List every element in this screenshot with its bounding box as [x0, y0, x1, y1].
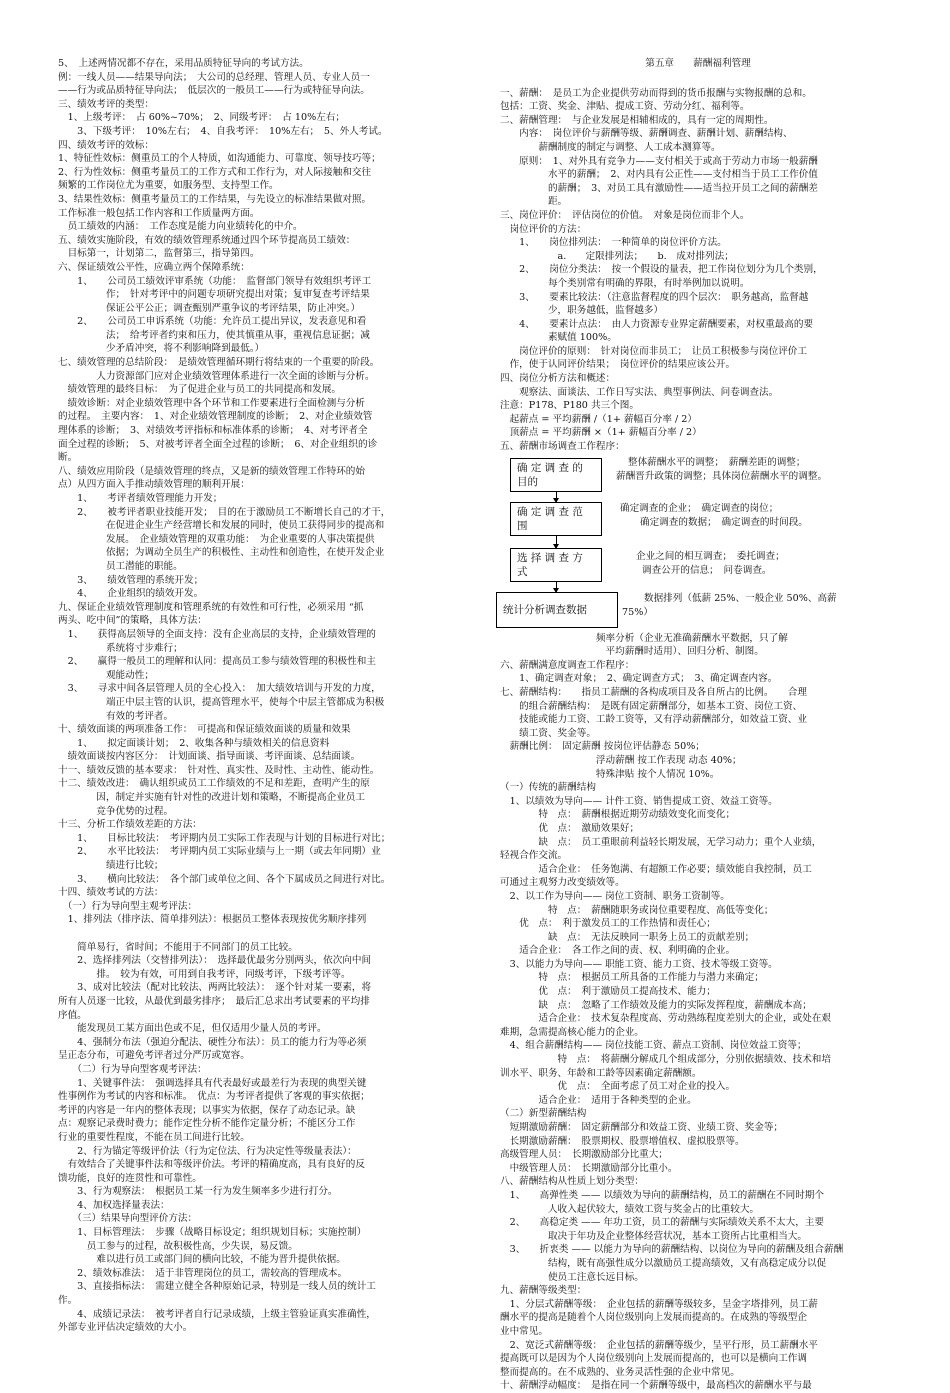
text-line: （二）新型薪酬结构	[500, 1108, 587, 1120]
flow-note: 薪酬晋升政策的调整；具体岗位薪酬水平的调整。	[616, 470, 828, 482]
text-line: 频率分析（企业无准确薪酬水平数据，只了解	[500, 632, 788, 644]
text-line: 3、 寻求中间各层管理人员的全心投入： 加大绩效培训与开发的力度，	[58, 683, 381, 695]
text-line: 所有人员逐一比较，从最优到最劣排序； 最后汇总求出考试要素的平均排	[58, 995, 370, 1007]
text-line: 工作标准一般包括工作内容和工作质量两方面。	[58, 207, 260, 219]
text-line: 1、 获得高层领导的全面支持：没有企业高层的支持，企业绩效管理的	[58, 628, 376, 640]
text-line: 外部专业评估决定绩效的大小。	[58, 1322, 193, 1334]
text-line: 五、绩效实施阶段，有效的绩效管理系统通过四个环节提高员工绩效：	[58, 234, 356, 246]
text-line: 特 点： 将薪酬分解成几个组成部分，分别依据绩效、技术和培	[500, 1054, 831, 1066]
text-line: 岗位评价的原则： 针对岗位而非员工； 让员工积极参与岗位评价工	[500, 345, 807, 357]
text-line: 3、行为观察法： 根据员工某一行为发生频率多少进行打分。	[58, 1186, 338, 1198]
text-line: 使员工注意长远目标。	[500, 1271, 644, 1283]
text-line: 薪酬制度的制定与调整、人工成本测算等。	[500, 141, 721, 153]
text-line: 3、成对比较法（配对比较法、两两比较法）： 逐个针对某一要素，将	[58, 982, 372, 994]
text-line: 整而提高的。在不成熟的、业务灵活性强的企业中常见。	[500, 1366, 740, 1378]
text-line: 四、岗位分析方法和概述：	[500, 373, 616, 385]
flow-note: 确定调查的企业； 确定调查的岗位；	[620, 502, 779, 514]
text-line: 可通过主观努力改变绩效等。	[500, 877, 625, 889]
text-line: 酬水平的提高是随着个人岗位级别向上发展而提高的。在成熟的等级型企	[500, 1312, 807, 1324]
text-line: 断。	[58, 452, 78, 464]
text-line: 业中常见。	[500, 1325, 548, 1337]
survey-flowchart	[500, 454, 896, 618]
flow-note: 调查公开的信息； 问卷调查。	[642, 564, 772, 576]
text-line: 作； 针对考评中的问题专项研究提出对策；复审复查考评结果	[58, 289, 370, 301]
text-line: 难期，急需提高核心能力的企业。	[500, 1026, 644, 1038]
text-line: 2、 水平比较法： 考评期内员工实际业绩与上一期（或去年同期）业	[58, 846, 381, 858]
flow-arrow-icon	[556, 582, 557, 592]
text-line: 特 点： 薪酬根据近期劳动绩效变化而变化；	[500, 809, 736, 821]
text-line: 1、排列法（排序法、简单排列法）：根据员工整体表现按优劣顺序排列	[58, 914, 367, 926]
text-line: 性事例作为考试的内容和标准。 优点：为考评者提供了客观的事实依据；	[58, 1091, 370, 1103]
text-line: 三、岗位评价： 评估岗位的价值。 对象是岗位而非个人。	[500, 209, 750, 221]
text-line: 点：观察记录费时费力；能作定性分析不能作定量分析；不能区分工作	[58, 1118, 356, 1130]
text-line: 三、绩效考评的类型：	[58, 98, 154, 110]
text-line: 1、 考评者绩效管理能力开发；	[58, 493, 223, 504]
text-line: 2、以工作为导向—— 岗位工资制、职务工资制等。	[500, 890, 730, 902]
text-line: 1、特征性效标：侧重员工的个人特质，如沟通能力、可靠度、领导技巧等；	[58, 153, 381, 165]
text-line: 十一、绩效反馈的基本要求： 针对性、真实性、及时性、主动性、能动性。	[58, 764, 380, 776]
text-line: 4、成绩记录法： 被考评者自行记录成绩，上级主管验证真实准确性，	[58, 1308, 376, 1320]
text-line: 包括：工资、奖金、津贴、提成工资、劳动分红、福利等。	[500, 101, 750, 113]
text-line: 3、 折衷类 —— 以能力为导向的薪酬结构、以岗位为导向的薪酬及组合薪酬	[500, 1244, 844, 1256]
flow-note: 确定调查的数据； 确定调查的时间段。	[640, 516, 808, 528]
text-line: 作。	[58, 1295, 78, 1307]
text-line: 结构，既有高强性成分以激励员工提高绩效，又有高稳定成分以促	[500, 1257, 827, 1269]
flow-arrow-icon	[556, 536, 557, 548]
text-line: 3、以能力为导向—— 职能工资、能力工资、技术等级工资等。	[500, 958, 778, 970]
text-line: 1、 高弹性类 —— 以绩效为导向的薪酬结构，员工的薪酬在不同时期个	[500, 1189, 824, 1201]
text-line: 训水平、职务、年龄和工龄等因素确定薪酬额。	[500, 1067, 702, 1079]
text-line: 四、绩效考评的效标：	[58, 139, 154, 151]
flow-box-method: 选 择 调 查 方 式	[510, 548, 602, 582]
text-line: 2、 高稳定类 —— 年功工资，员工的薪酬与实际绩效关系不太大，主要	[500, 1217, 824, 1229]
text-line: 内容： 岗位评价与薪酬等级、薪酬调查、薪酬计划、薪酬结构、	[500, 128, 793, 140]
flow-arrow-icon	[556, 492, 557, 502]
text-line: 依据；为调动全员生产的积极性、主动性和创造性，在使开发企业	[58, 547, 385, 559]
text-line: 水平的薪酬； 2、对内具有公正性——支付相当于员工工作价值	[500, 169, 818, 181]
text-line: a. 定限排列法； b. 成对排列法；	[500, 250, 734, 262]
text-line: 目标第一，计划第二，监督第三，指导第四。	[58, 248, 260, 260]
text-line: 5、 上述两情况都不存在，采用品质特征导向的考试方法。	[58, 58, 309, 69]
text-line: 2、 公司员工申诉系统（功能：允许员工提出异议，发表意见和看	[58, 316, 367, 328]
text-line: 2、绩效标准法： 适于非管理岗位的员工，需较高的管理成本。	[58, 1267, 348, 1279]
text-line: 五、薪酬市场调查工作程序：	[500, 441, 625, 453]
text-line	[58, 927, 460, 941]
text-line: 九、保证企业绩效管理制度和管理系统的有效性和可行性，必须采用 “抓	[58, 601, 364, 613]
text-line: 3、 要素比较法：（注意监督程度的四个层次： 职务越高，监督越	[500, 291, 809, 303]
text-line: 十四、绩效考试的方法：	[58, 887, 164, 899]
text-line: 例：一线人员——结果导向法； 大公司的总经理、管理人员、专业人员一	[58, 71, 370, 83]
text-line: 2、 被考评者职业技能开发； 目的在于激励员工不断增长自己的才干，	[58, 506, 391, 518]
text-line: 适合企业： 任务饱满、有超额工作必要；绩效能自我控制，员工	[500, 863, 812, 875]
text-line: 十、绩效面谈的两项准备工作： 可提高和保证绩效面谈的质量和效果	[58, 724, 351, 736]
text-line: 薪酬比例： 固定薪酬 按岗位评估静态 50%；	[500, 741, 705, 753]
text-line: 1、上级考评： 占 60%~70%； 2、同级考评： 占 10%左右；	[58, 112, 345, 124]
text-line: 1、分层式薪酬等级： 企业包括的薪酬等级较多，呈金字塔排列，员工薪	[500, 1298, 818, 1310]
text-line: 岗位评价的方法：	[500, 223, 587, 235]
text-line: 保证公平公正；调查甄别严重争议的考评结果，防止冲突。）	[58, 302, 361, 314]
text-line: 4、强制分布法（强迫分配法、硬性分布法）：员工的能力行为等必须	[58, 1036, 367, 1048]
text-line: 竞争优势的过程。	[58, 805, 174, 817]
text-line: 七、绩效管理的总结阶段： 是绩效管理循环期行将结束的一个重要的阶段。	[58, 357, 380, 369]
text-line: 能发现员工某方面出色或不足，但仅适用少量人员的考评。	[58, 1023, 327, 1035]
text-line: 1、确定调查对象； 2、确定调查方式； 3、确定调查内容。	[500, 673, 778, 685]
text-line: 作，使于认同评价结果； 岗位评价的结果应该公开。	[500, 359, 736, 371]
text-line: 的组合薪酬结构： 是既有固定薪酬部分，如基本工资、岗位工资、	[500, 700, 803, 712]
right-section-b	[500, 632, 896, 1393]
flow-box-purpose: 确 定 调 查 的 目的	[510, 458, 602, 492]
chapter-title: 第五章 薪酬福利管理	[645, 58, 751, 69]
text-line: 缺 点： 无法反映同一职务上员工的贡献差别；	[500, 931, 755, 943]
text-line: 面全过程的诊断； 5、对被考评者全面全过程的诊断； 6、对企业组织的诊	[58, 438, 378, 450]
text-line: 绩效面谈按内容区分： 计划面谈、指导面谈、考评面谈、总结面谈。	[58, 751, 361, 763]
text-line: （三）结果导向型评价方法：	[58, 1213, 198, 1225]
text-line: 短期激励薪酬： 固定薪酬部分和效益工资、业绩工资、奖金等；	[500, 1122, 784, 1133]
text-line: 4、组合薪酬结构—— 岗位技能工资、薪点工资制、岗位效益工资等；	[500, 1040, 807, 1052]
text-line: 排。 较为有效，可用到自我考评，同级考评，下级考评等。	[58, 968, 351, 980]
text-line: 频繁的工作岗位尤为重要，如服务型、支持型工作。	[58, 180, 279, 192]
text-line: 呈正态分布，可避免考评者过分严厉或宽容。	[58, 1050, 250, 1062]
text-line: 绩效管理的最终目标： 为了促进企业与员工的共同提高和发展。	[58, 384, 342, 396]
text-line: 素赋值 100%。	[500, 332, 617, 344]
text-line: 十、薪酬浮动幅度： 是指在同一个薪酬等级中，最高档次的薪酬水平与最	[500, 1380, 812, 1392]
right-section-a	[500, 87, 896, 454]
text-line: 二、薪酬管理： 与企业发展是相辅相成的，具有一定的周期性。	[500, 114, 774, 126]
text-line: 序值。	[58, 1009, 87, 1021]
text-line: 优 点： 激励效果好；	[500, 822, 640, 834]
text-line: 八、绩效应用阶段（是绩效管理的终点，又是新的绩效管理工作特环的始	[58, 465, 365, 477]
text-line: 缺 点： 员工重眼前利益轻长期发展，无学习动力；重个人业绩，	[500, 836, 822, 848]
right-column	[500, 57, 896, 1393]
text-line: 缺 点： 忽略了工作绩效及能力的实际发挥程度，薪酬成本高；	[500, 999, 812, 1011]
text-line: 十三、分析工作绩效差距的方法：	[58, 819, 202, 831]
text-line: 六、保证绩效公平性，应确立两个保障系统：	[58, 261, 250, 273]
text-line: 七、薪酬结构： 指员工薪酬的各构成项目及各自所占的比例。 合理	[500, 687, 807, 698]
text-line: 3、下级考评： 10%左右； 4、自我考评： 10%左右； 5、外人考试。	[58, 125, 388, 137]
text-line: 理体系的诊断； 3、对绩效考评指标和标准体系的诊断； 4、对考评者全	[58, 425, 368, 437]
text-line: 浮动薪酬 按工作表现 动态 40%；	[500, 754, 742, 766]
text-line: ——行为或品质特征导向法； 低层次的一般员工——行为或特征导向法。	[58, 85, 370, 97]
text-line: 八、薪酬结构从性质上划分类型：	[500, 1176, 644, 1188]
text-line: 注意：P178、P180 共三个图。	[500, 400, 639, 412]
text-line: 4、 企业组织的绩效开发。	[58, 588, 204, 600]
text-line: 1、 目标比较法： 考评期内员工实际工作表现与计划的目标进行对比；	[58, 832, 391, 844]
text-line: 1、以绩效为导向—— 计件工资、销售提成工资、效益工资等。	[500, 795, 778, 807]
text-line: 因，制定并实施有针对性的改进计划和策略，不断提高企业员工	[58, 792, 365, 804]
text-line: （一）传统的薪酬结构	[500, 782, 596, 794]
text-line: 每个类别常有明确的界限，有时举例加以说明。	[500, 277, 750, 289]
text-line: 适合企业： 适用于各种类型的企业。	[500, 1094, 697, 1106]
text-line: 的过程。 主要内容： 1、对企业绩效管理制度的诊断； 2、对企业绩效管	[58, 411, 373, 423]
text-line: 六、薪酬满意度调查工作程序：	[500, 659, 635, 671]
text-line: 4、 要素计点法： 由人力资源专业界定薪酬要素，对权重最高的要	[500, 318, 814, 330]
text-line: 2、 岗位分类法： 按一个假设的量表，把工作岗位划分为几个类别，	[500, 264, 823, 276]
text-line: 1、关键事件法： 强调选择具有代表最好或最差行为表现的典型关键	[58, 1077, 367, 1089]
flow-note: 数据排列（低薪 25%、一般企业 50%、高薪	[644, 592, 837, 604]
text-line: 高级管理人员： 长期激励部分比重大；	[500, 1149, 668, 1161]
text-line: 中级管理人员： 长期激励部分比重小。	[500, 1162, 678, 1174]
text-line: 技能或能力工资、工龄工资等，又有浮动薪酬部分，如效益工资、业	[500, 714, 807, 726]
text-line: 十二、绩效改进： 确认组织或员工工作绩效的不足和差距，查明产生的原	[58, 778, 370, 790]
flow-note: 整体薪酬水平的调整； 薪酬差距的调整；	[628, 456, 806, 468]
text-line: 提高既可以是因为个人岗位级别向上发展而提高的，也可以是横向工作调	[500, 1353, 807, 1365]
text-line: 观能动性；	[58, 669, 154, 681]
text-line: 少，职务越低，监督越多）	[500, 305, 664, 317]
text-line: （一）行为导向型主观考评法：	[58, 900, 198, 912]
text-line: 特殊津贴 按个人情况 10%。	[500, 768, 720, 780]
left-column	[58, 57, 460, 1335]
text-line: 平均薪酬时适用）、回归分析、制图。	[500, 646, 764, 658]
text-line: 考评的内容是一年内的整体表现；以事实为依据，保存了动态记录。缺	[58, 1104, 356, 1116]
text-line: 九、薪酬等级类型：	[500, 1285, 587, 1297]
text-line: 取决于年功及企业整体经营状况，基本工资所占比重相当大。	[500, 1230, 807, 1242]
text-line: 员工绩效的内涵： 工作态度是能力向业绩转化的中介。	[58, 221, 303, 233]
text-line: 有效的考评者。	[58, 710, 174, 722]
text-line: 3、 绩效管理的系统开发；	[58, 574, 204, 586]
text-line: 2、 赢得一般员工的理解和认同：提高员工参与绩效管理的积极性和主	[58, 656, 376, 668]
text-line: 一、薪酬： 是员工为企业提供劳动而得到的货币报酬与实物报酬的总和。	[500, 87, 812, 99]
text-line: 长期激励薪酬： 股票期权、股票增值权、虚拟股票等。	[500, 1135, 745, 1147]
text-line: 简单易行，省时间；不能用于不同部门的员工比较。	[58, 941, 298, 953]
text-line: 适合企业： 各工作之间的责、权、利明确的企业。	[500, 945, 736, 957]
text-line: 2、宽泛式薪酬等级： 企业包括的薪酬等级少，呈平行形，员工薪酬水平	[500, 1339, 818, 1351]
text-line: （二）行为导向型客观考评法：	[58, 1063, 207, 1075]
flow-box-scope: 确 定 调 查 范 围	[510, 502, 602, 536]
text-line: 原则： 1、对外具有竞争力——支付相关于或高于劳动力市场一般薪酬	[500, 155, 818, 167]
text-line: 绩进行比较；	[58, 860, 164, 872]
text-line: 绩工资、奖金等。	[500, 727, 596, 739]
text-line: 有效结合了关键事件法和等级评价法。考评的精确度高，具有良好的反	[58, 1159, 365, 1171]
text-line: 优 点： 全面考虑了员工对企业的投入。	[500, 1081, 736, 1093]
text-line: 系统将寸步难行；	[58, 642, 183, 654]
text-line: 3、结果性效标：侧重考量员工的工作结果，与先设立的标准结果做对照。	[58, 193, 372, 205]
flow-note: 企业之间的相互调查； 委托调查；	[636, 550, 785, 562]
text-line: 2、行为性效标：侧重考量员工的工作方式和工作行为，对人际接触和交往	[58, 166, 372, 178]
text-line: 少矛盾冲突，将不利影响降到最低。）	[58, 343, 265, 355]
flow-note: 75%）	[622, 606, 653, 618]
text-line: 优 点： 利于激励员工提高技术、能力；	[500, 986, 716, 998]
text-line: 起薪点 = 平均薪酬 /（1+ 薪幅百分率 / 2）	[500, 413, 697, 425]
text-line: 1、 拟定面谈计划； 2、收集各种与绩效相关的信息资料	[58, 737, 330, 749]
text-line: 人力资源部门应对企业绩效管理体系进行一次全面的诊断与分析。	[58, 370, 375, 382]
text-line: 在促进企业生产经营增长和发展的同时，使员工获得同步的提高和	[58, 520, 385, 532]
text-line: 适合企业： 技术复杂程度高、劳动熟练程度差别大的企业，或处在艰	[500, 1013, 831, 1025]
text-line: 法； 给考评者约束和压力，使其慎重从事，重视信息证据；减	[58, 329, 370, 341]
text-line: 特 点： 根据员工所具备的工作能力与潜力来确定；	[500, 972, 764, 984]
text-line: 1、 岗位排列法： 一种简单的岗位评价方法。	[500, 237, 727, 249]
text-line: 员工参与的过程，故积极性高，少失误，易反馈。	[58, 1240, 298, 1252]
text-line: 行业的重要性程度，不能在员工间进行比较。	[58, 1131, 250, 1143]
text-line: 轻视合作交流。	[500, 850, 568, 862]
text-line: 两头、吃中间”的策略，具体方法：	[58, 615, 207, 627]
text-line: 绩效诊断：对企业绩效管理中各个环节和工作要素进行全面检测与分析	[58, 397, 365, 409]
text-line: 1、目标管理法： 步骤（战略目标设定；组织规划目标；实施控制）	[58, 1227, 367, 1239]
text-line: 人收入起伏较大，绩效工资与奖金占的比重较大。	[500, 1203, 760, 1215]
text-line: 馈功能，良好的连贯性和可靠性。	[58, 1172, 202, 1184]
text-line: 3、直接指标法： 需建立健全各种原始记录，特别是一线人员的统计工	[58, 1281, 376, 1293]
text-line: 3、 横向比较法： 各个部门或单位之间、各个下属成员之间进行对比。	[58, 873, 391, 885]
flow-box-analysis: 统计分析调查数据	[496, 592, 618, 628]
text-line: 1、 公司员工绩效评审系统（功能： 监督部门领导有效组织考评工	[58, 275, 372, 287]
text-line: 优 点： 利于激发员工的工作热情和责任心；	[500, 918, 716, 930]
text-line: 特 点： 薪酬随职务或岗位重要程度、高低等变化；	[500, 904, 774, 916]
text-line: 顶薪点 = 平均薪酬 ×（1+ 薪幅百分率 / 2）	[500, 427, 702, 439]
text-line: 4、加权选择量表法：	[58, 1199, 170, 1211]
text-line: 观察法、面谈法、工作日写实法、典型事例法、问卷调查法。	[500, 386, 779, 398]
text-line: 点）从四方面入手推动绩效管理的顺利开展：	[58, 479, 250, 491]
text-line: 端正中层主管的认识，提高管理水平，使每个中层主管都成为积极	[58, 696, 385, 708]
text-line: 的薪酬； 3、对员工具有激励性——适当拉开员工之间的薪酬差	[500, 182, 818, 194]
text-line: 距。	[500, 196, 568, 208]
text-line: 2、行为锚定等级评价法（行为定位法、行为决定性等级量表法）：	[58, 1145, 357, 1157]
text-line: 发展。 企业绩效管理的双重功能： 为企业重要的人事决策提供	[58, 533, 375, 545]
text-line: 难以进行员工或部门间的横向比较，不能为晋升提供依据。	[58, 1254, 346, 1266]
text-line: 2、选择排列法（交替排列法）： 选择最优最劣分别两头，依次向中间	[58, 955, 372, 967]
text-line: 员工潜能的职能。	[58, 560, 183, 572]
